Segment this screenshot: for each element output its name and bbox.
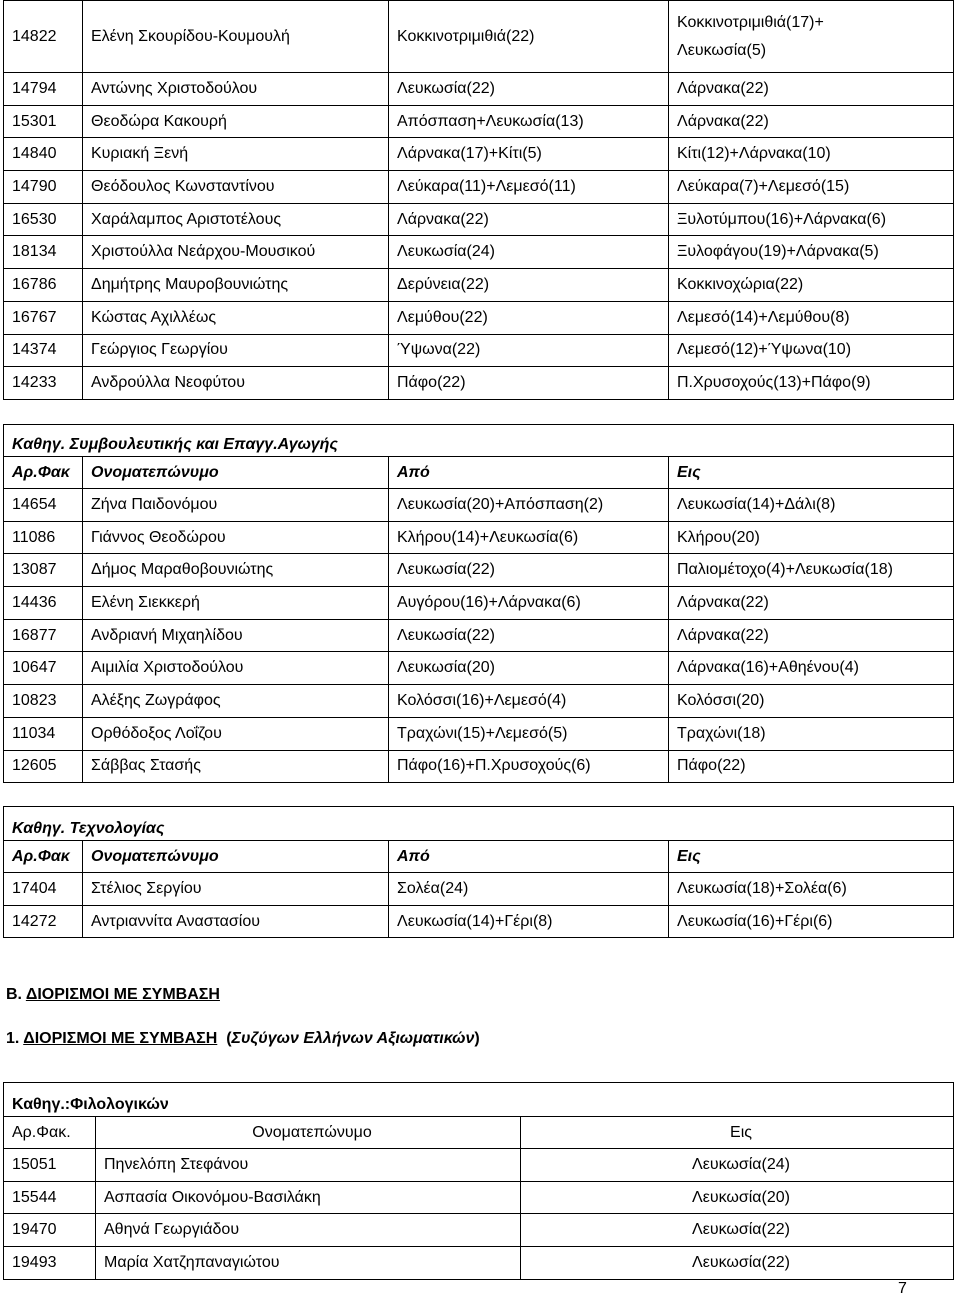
cell-from: Κολόσσι(16)+Λεμεσό(4)	[389, 685, 669, 718]
table-row	[4, 1, 954, 73]
table-row	[4, 1214, 954, 1247]
heading-paren-close: )	[474, 1030, 480, 1047]
heading-contract-spouses	[6, 1030, 480, 1048]
cell-from: Απόσπαση+Λευκωσία(13)	[389, 105, 669, 138]
cell-to: Λεμεσό(14)+Λεμύθου(8)	[669, 301, 954, 334]
cell-name: Ελένη Σιεκκερή	[83, 587, 389, 620]
header-name: Ονοματεπώνυμο	[83, 457, 389, 489]
cell-from: Σολέα(24)	[389, 873, 669, 906]
cell-from: Λευκωσία(22)	[389, 619, 669, 652]
cell-file-no: 16767	[4, 301, 83, 334]
table-row	[4, 685, 954, 718]
cell-file-no: 13087	[4, 554, 83, 587]
table-row	[4, 203, 954, 236]
cell-name: Αντριαννίτα Αναστασίου	[83, 905, 389, 938]
cell-from: Λάρνακα(22)	[389, 203, 669, 236]
section-title: Καθηγ. Συμβουλευτικής και Επαγγ.Αγωγής	[4, 425, 954, 457]
cell-name: Ζήνα Παιδονόμου	[83, 489, 389, 522]
cell-to: Λάρνακα(22)	[669, 587, 954, 620]
cell-name: Χριστούλλα Νεάρχου-Μουσικού	[83, 236, 389, 269]
heading-underlined: ΔΙΟΡΙΣΜΟΙ ΜΕ ΣΥΜΒΑΣΗ	[23, 1030, 218, 1047]
table-row	[4, 236, 954, 269]
cell-from: Πάφο(16)+Π.Χρυσοχούς(6)	[389, 750, 669, 783]
cell-name: Κώστας Αχιλλέως	[83, 301, 389, 334]
cell-to: Λευκωσία(22)	[521, 1214, 954, 1247]
cell-name: Ανδριανή Μιχαηλίδου	[83, 619, 389, 652]
table-row	[4, 334, 954, 367]
header-to: Εις	[669, 457, 954, 489]
table-row	[4, 750, 954, 783]
table-row	[4, 587, 954, 620]
cell-name: Κυριακή Ξενή	[83, 138, 389, 171]
table-row	[4, 171, 954, 204]
header-from: Από	[389, 457, 669, 489]
cell-file-no: 14840	[4, 138, 83, 171]
header-file-no: Αρ.Φακ	[4, 841, 83, 873]
cell-file-no: 18134	[4, 236, 83, 269]
cell-file-no: 14233	[4, 367, 83, 400]
cell-file-no: 16877	[4, 619, 83, 652]
header-to: Εις	[521, 1117, 954, 1149]
cell-from: Αυγόρου(16)+Λάρνακα(6)	[389, 587, 669, 620]
cell-from: Λεμύθου(22)	[389, 301, 669, 334]
cell-file-no: 15051	[4, 1149, 96, 1182]
cell-file-no: 14374	[4, 334, 83, 367]
section-title: Καθηγ. Τεχνολογίας	[4, 807, 954, 841]
table-row	[4, 619, 954, 652]
cell-to: Λευκωσία(20)	[521, 1181, 954, 1214]
cell-to: Παλιομέτοχο(4)+Λευκωσία(18)	[669, 554, 954, 587]
cell-file-no: 10823	[4, 685, 83, 718]
technology-teachers-table	[3, 806, 954, 938]
heading-prefix: 1.	[6, 1030, 24, 1047]
cell-to: Λευκωσία(18)+Σολέα(6)	[669, 873, 954, 906]
heading-contract-appointments	[6, 986, 220, 1004]
header-file-no: Αρ.Φακ	[4, 457, 83, 489]
cell-name: Ασπασία Οικονόμου-Βασιλάκη	[96, 1181, 521, 1214]
cell-file-no: 17404	[4, 873, 83, 906]
heading-paren-open: (	[217, 1030, 232, 1047]
cell-from: Λευκωσία(22)	[389, 554, 669, 587]
cell-to: Κοκκινοτριμιθιά(17)+ Λευκωσία(5)	[669, 1, 954, 73]
cell-file-no: 19493	[4, 1247, 96, 1280]
philology-teachers-table	[3, 1082, 954, 1280]
cell-file-no: 11086	[4, 521, 83, 554]
cell-to: Λάρνακα(16)+Αθηένου(4)	[669, 652, 954, 685]
section-title: Καθηγ.:Φιλολογικών	[4, 1083, 954, 1117]
table-row	[4, 521, 954, 554]
cell-name: Ανδρούλλα Νεοφύτου	[83, 367, 389, 400]
table-row	[4, 873, 954, 906]
cell-from: Λευκωσία(22)	[389, 73, 669, 106]
cell-to: Κλήρου(20)	[669, 521, 954, 554]
header-from: Από	[389, 841, 669, 873]
cell-name: Δημήτρης Μαυροβουνιώτης	[83, 269, 389, 302]
table-row	[4, 301, 954, 334]
table-row	[4, 269, 954, 302]
cell-name: Μαρία Χατζηπαναγιώτου	[96, 1247, 521, 1280]
table-row	[4, 138, 954, 171]
cell-to: Κοκκινοχώρια(22)	[669, 269, 954, 302]
cell-to: Λευκωσία(24)	[521, 1149, 954, 1182]
cell-file-no: 15544	[4, 1181, 96, 1214]
cell-name: Θεοδώρα Κακουρή	[83, 105, 389, 138]
table-row	[4, 1181, 954, 1214]
cell-name: Δήμος Μαραθοβουνιώτης	[83, 554, 389, 587]
cell-name: Θεόδουλος Κωνσταντίνου	[83, 171, 389, 204]
cell-to: Λάρνακα(22)	[669, 619, 954, 652]
cell-name: Αλέξης Ζωγράφος	[83, 685, 389, 718]
table-row	[4, 1149, 954, 1182]
table-row	[4, 717, 954, 750]
table-row	[4, 554, 954, 587]
cell-to: Λευκωσία(16)+Γέρι(6)	[669, 905, 954, 938]
cell-file-no: 14790	[4, 171, 83, 204]
cell-name: Ορθόδοξος Λοΐζου	[83, 717, 389, 750]
cell-file-no: 16786	[4, 269, 83, 302]
table-row	[4, 652, 954, 685]
cell-to: Κολόσσι(20)	[669, 685, 954, 718]
table-row	[4, 367, 954, 400]
cell-name: Γιάννος Θεοδώρου	[83, 521, 389, 554]
cell-from: Δερύνεια(22)	[389, 269, 669, 302]
cell-from: Λευκωσία(20)	[389, 652, 669, 685]
heading-prefix: Β.	[6, 986, 26, 1003]
cell-name: Σάββας Στασής	[83, 750, 389, 783]
cell-file-no: 11034	[4, 717, 83, 750]
cell-name: Αθηνά Γεωργιάδου	[96, 1214, 521, 1247]
table-row	[4, 905, 954, 938]
cell-from: Λεύκαρα(11)+Λεμεσό(11)	[389, 171, 669, 204]
cell-to: Πάφο(22)	[669, 750, 954, 783]
header-to: Εις	[669, 841, 954, 873]
cell-from: Πάφο(22)	[389, 367, 669, 400]
cell-from: Κλήρου(14)+Λευκωσία(6)	[389, 521, 669, 554]
header-file-no: Αρ.Φακ.	[4, 1117, 96, 1149]
cell-from: Κοκκινοτριμιθιά(22)	[389, 1, 669, 73]
cell-to: Τραχώνι(18)	[669, 717, 954, 750]
cell-file-no: 12605	[4, 750, 83, 783]
cell-to: Λάρνακα(22)	[669, 105, 954, 138]
cell-name: Αντώνης Χριστοδούλου	[83, 73, 389, 106]
cell-name: Αιμιλία Χριστοδούλου	[83, 652, 389, 685]
cell-file-no: 14654	[4, 489, 83, 522]
cell-from: Ύψωνα(22)	[389, 334, 669, 367]
page-number: 7	[898, 1280, 907, 1297]
cell-name: Χαράλαμπος Αριστοτέλους	[83, 203, 389, 236]
cell-from: Λευκωσία(14)+Γέρι(8)	[389, 905, 669, 938]
cell-name: Πηνελόπη Στεφάνου	[96, 1149, 521, 1182]
table-row	[4, 489, 954, 522]
table-row	[4, 73, 954, 106]
table-row	[4, 1247, 954, 1280]
cell-file-no: 14794	[4, 73, 83, 106]
cell-file-no: 15301	[4, 105, 83, 138]
cell-from: Τραχώνι(15)+Λεμεσό(5)	[389, 717, 669, 750]
cell-name: Στέλιος Σεργίου	[83, 873, 389, 906]
cell-to: Π.Χρυσοχούς(13)+Πάφο(9)	[669, 367, 954, 400]
header-name: Ονοματεπώνυμο	[96, 1117, 521, 1149]
heading-italic: Συζύγων Ελλήνων Αξιωματικών	[231, 1030, 475, 1047]
cell-file-no: 16530	[4, 203, 83, 236]
cell-from: Λευκωσία(20)+Απόσπαση(2)	[389, 489, 669, 522]
transfers-table-continued	[3, 0, 954, 400]
cell-file-no: 19470	[4, 1214, 96, 1247]
cell-from: Λευκωσία(24)	[389, 236, 669, 269]
counseling-teachers-table	[3, 424, 954, 783]
cell-file-no: 14822	[4, 1, 83, 73]
cell-to: Λευκωσία(14)+Δάλι(8)	[669, 489, 954, 522]
cell-to: Κίτι(12)+Λάρνακα(10)	[669, 138, 954, 171]
cell-to: Λεμεσό(12)+Ύψωνα(10)	[669, 334, 954, 367]
cell-to: Ξυλοτύμπου(16)+Λάρνακα(6)	[669, 203, 954, 236]
cell-name: Ελένη Σκουρίδου-Κουμουλή	[83, 1, 389, 73]
cell-to: Ξυλοφάγου(19)+Λάρνακα(5)	[669, 236, 954, 269]
cell-from: Λάρνακα(17)+Κίτι(5)	[389, 138, 669, 171]
cell-to: Λάρνακα(22)	[669, 73, 954, 106]
table-row	[4, 105, 954, 138]
cell-name: Γεώργιος Γεωργίου	[83, 334, 389, 367]
cell-file-no: 14272	[4, 905, 83, 938]
heading-underlined: ΔΙΟΡΙΣΜΟΙ ΜΕ ΣΥΜΒΑΣΗ	[25, 986, 220, 1003]
cell-file-no: 10647	[4, 652, 83, 685]
cell-file-no: 14436	[4, 587, 83, 620]
cell-to: Λεύκαρα(7)+Λεμεσό(15)	[669, 171, 954, 204]
header-name: Ονοματεπώνυμο	[83, 841, 389, 873]
cell-to: Λευκωσία(22)	[521, 1247, 954, 1280]
